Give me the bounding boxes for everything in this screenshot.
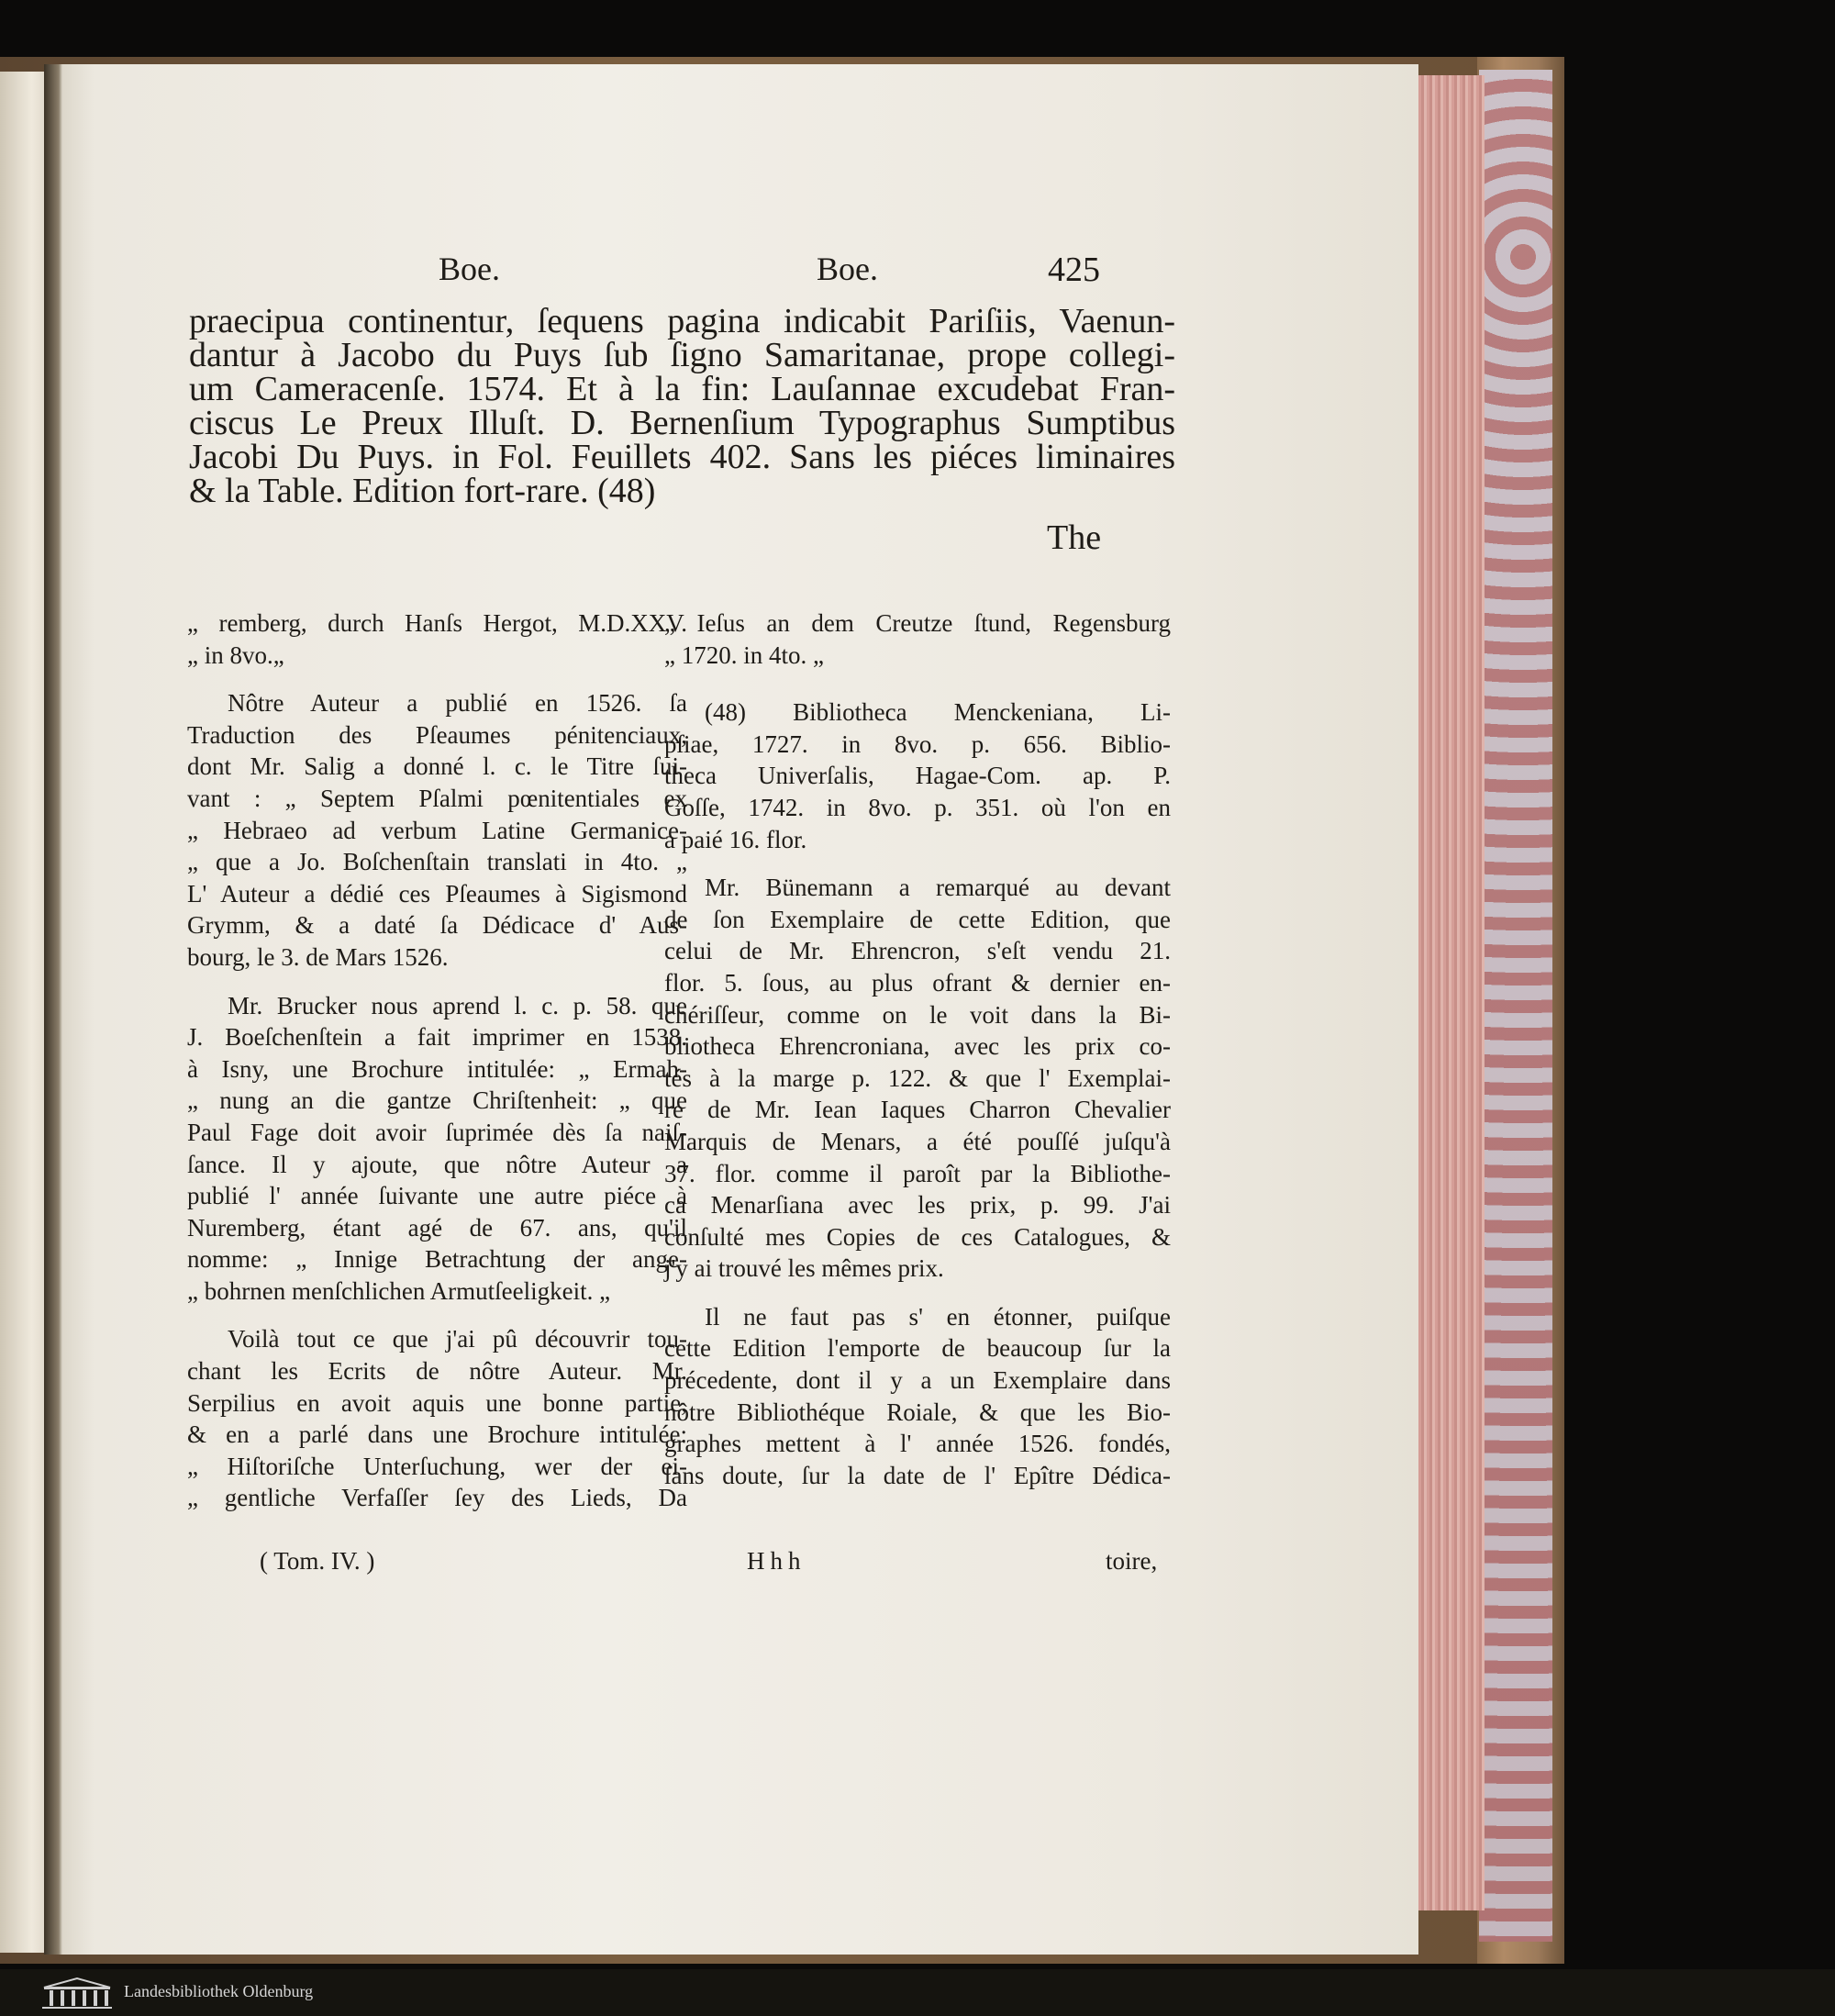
text-line: publié l' année ſuivante une autre piéce à xyxy=(187,1182,687,1210)
left-column xyxy=(187,607,687,1531)
book-page xyxy=(53,64,1418,1955)
text-line: à Isny, une Brochure intitulée: „ Ermah- xyxy=(187,1054,687,1083)
text-line: nomme: „ Innige Betrachtung der ange- xyxy=(187,1245,687,1274)
text-line: „ bohrnen menſchlichen Armutſeeligkeit. „ xyxy=(187,1276,611,1305)
text-line: & la Table. Edition fort-rare. (48) xyxy=(189,472,656,510)
text-line: (48) Bibliotheca Menckeniana, Li- xyxy=(705,698,1171,727)
text-line: dantur à Jacobo du Puys ſub ſigno Samaritanae, prope collegi- xyxy=(189,336,1175,374)
text-line: graphes mettent à l' année 1526. fondés, xyxy=(664,1430,1171,1458)
paragraph xyxy=(187,990,687,1308)
text-line: Il ne faut pas s' en étonner, puiſque xyxy=(705,1302,1171,1331)
paragraph xyxy=(664,872,1171,1285)
text-line: Jacobi Du Puys. in Fol. Feuillets 402. Sans les piéces liminaires xyxy=(189,438,1175,476)
text-line: vant : „ Septem Pſalmi pœnitentiales ex xyxy=(187,784,687,812)
text-line: Goſſe, 1742. in 8vo. p. 351. où l'on en xyxy=(664,793,1171,821)
paragraph xyxy=(187,607,687,671)
text-line: ciscus Le Preux Illuſt. D. Bernenſium Typographus Sumptibus xyxy=(189,404,1175,442)
text-line: de ſon Exemplaire de cette Edition, que xyxy=(664,905,1171,933)
text-line: j'y ai trouvé les mêmes prix. xyxy=(664,1254,944,1283)
marbled-endpaper xyxy=(1479,70,1552,1942)
text-line: ca Menarſiana avec les prix, p. 99. J'ai xyxy=(664,1191,1171,1220)
text-line: pſiae, 1727. in 8vo. p. 656. Biblio- xyxy=(664,730,1171,758)
running-head-center: Boe. xyxy=(817,251,878,287)
text-line: Paul Fage doit avoir ſuprimée dès ſa naiſ- xyxy=(187,1118,687,1146)
library-building-icon xyxy=(40,1977,114,2014)
text-line: „ que a Jo. Boſchenſtain translati in 4to. „ xyxy=(187,848,687,876)
text-line: a paié 16. flor. xyxy=(664,825,807,853)
text-line: bliotheca Ehrencroniana, avec les prix co- xyxy=(664,1032,1171,1061)
page-edge-block xyxy=(1413,75,1485,1910)
text-line: um Cameracenſe. 1574. Et à la fin: Lauſannae excudebat Fran- xyxy=(189,370,1175,408)
right-column xyxy=(664,607,1171,1508)
text-line: L' Auteur a dédié ces Pſeaumes à Sigismond xyxy=(187,879,687,908)
text-line: Voilà tout ce que j'ai pû découvrir tou- xyxy=(228,1325,687,1353)
text-line: re de Mr. Iean Iaques Charron Chevalier xyxy=(664,1096,1171,1124)
text-line: celui de Mr. Ehrencron, s'eſt vendu 21. xyxy=(664,937,1171,965)
text-line: & en a parlé dans une Brochure intitulée: xyxy=(187,1420,687,1449)
text-line: Mr. Bünemann a remarqué au devant xyxy=(705,874,1171,902)
gutter-shadow xyxy=(44,64,62,1955)
text-line: dont Mr. Salig a donné l. c. le Titre ſui- xyxy=(187,752,687,781)
text-line: „ in 8vo.„ xyxy=(187,640,284,669)
institution-name: Landesbibliothek Oldenburg xyxy=(124,1982,314,2000)
text-line: Serpilius en avoit aquis une bonne partie, xyxy=(187,1388,687,1417)
text-line: bourg, le 3. de Mars 1526. xyxy=(187,942,449,971)
text-line: Nôtre Auteur a publié en 1526. ſa xyxy=(228,689,687,718)
text-line: chériſſeur, comme on le voit dans la Bi- xyxy=(664,1000,1171,1029)
volume-signature: ( Tom. IV. ) xyxy=(260,1547,375,1575)
text-line: Traduction des Pſeaumes pénitenciaux, xyxy=(187,720,687,749)
paragraph xyxy=(187,687,687,973)
text-line: theca Univerſalis, Hagae-Com. ap. P. xyxy=(664,762,1171,790)
text-line: „ nung an die gantze Chriſtenheit: „ que xyxy=(187,1086,687,1115)
text-line: conſulté mes Copies de ces Catalogues, & xyxy=(664,1222,1171,1251)
text-line: „ Hebraeo ad verbum Latine Germanice- xyxy=(187,816,687,844)
catchword-bottom: toire, xyxy=(1106,1547,1158,1575)
text-line: cette Edition l'emporte de beaucoup ſur la xyxy=(664,1334,1171,1363)
paragraph xyxy=(187,1323,687,1514)
text-line: „ remberg, durch Hanſs Hergot, M.D.XXV. xyxy=(187,609,687,637)
text-line: „ gentliche Verfaſſer ſey des Lieds, Da xyxy=(187,1484,687,1512)
text-line: J. Boeſchenſtein a fait imprimer en 1538. xyxy=(187,1023,687,1052)
catchword-top: The xyxy=(1047,518,1102,557)
text-line: 37. flor. comme il paroît par la Bibliothe- xyxy=(664,1159,1171,1187)
text-line: praecipua continentur, ſequens pagina indicabit Pariſiis, Vaenun- xyxy=(189,302,1175,340)
top-paragraph xyxy=(189,302,1175,510)
gathering-signature: Hhh xyxy=(747,1547,806,1575)
text-line: tés à la marge p. 122. & que l' Exemplai- xyxy=(664,1064,1171,1092)
text-line: nôtre Bibliothéque Roiale, & que les Bio- xyxy=(664,1398,1171,1426)
page-number: 425 xyxy=(1048,251,1100,289)
text-line: „ Hiſtoriſche Unterſuchung, wer der ei- xyxy=(187,1452,687,1480)
text-line: Nuremberg, étant agé de 67. ans, qu'il xyxy=(187,1213,687,1242)
footnote-48 xyxy=(664,696,1171,855)
text-line: ſance. Il y ajoute, que nôtre Auteur a xyxy=(187,1150,687,1178)
paragraph xyxy=(664,607,1171,671)
text-line: Grymm, & a daté ſa Dédicace d' Aus- xyxy=(187,911,687,940)
text-line: chant les Ecrits de nôtre Auteur. Mr. xyxy=(187,1357,687,1386)
text-line: Mr. Brucker nous aprend l. c. p. 58. que xyxy=(228,991,687,1019)
paragraph xyxy=(664,1301,1171,1492)
text-line: précedente, dont il y a un Exemplaire dans xyxy=(664,1366,1171,1395)
footer-bar xyxy=(0,1969,1835,2016)
text-line: „ Ieſus an dem Creutze ſtund, Regensburg xyxy=(664,609,1171,637)
text-line: „ 1720. in 4to. „ xyxy=(664,640,824,669)
text-line: flor. 5. ſous, au plus ofrant & dernier en- xyxy=(664,968,1171,997)
running-head-left: Boe. xyxy=(439,251,500,287)
text-line: ſans doute, ſur la date de l' Epître Dédica- xyxy=(664,1461,1171,1489)
text-line: Marquis de Menars, a été pouſſé juſqu'à xyxy=(664,1127,1171,1155)
